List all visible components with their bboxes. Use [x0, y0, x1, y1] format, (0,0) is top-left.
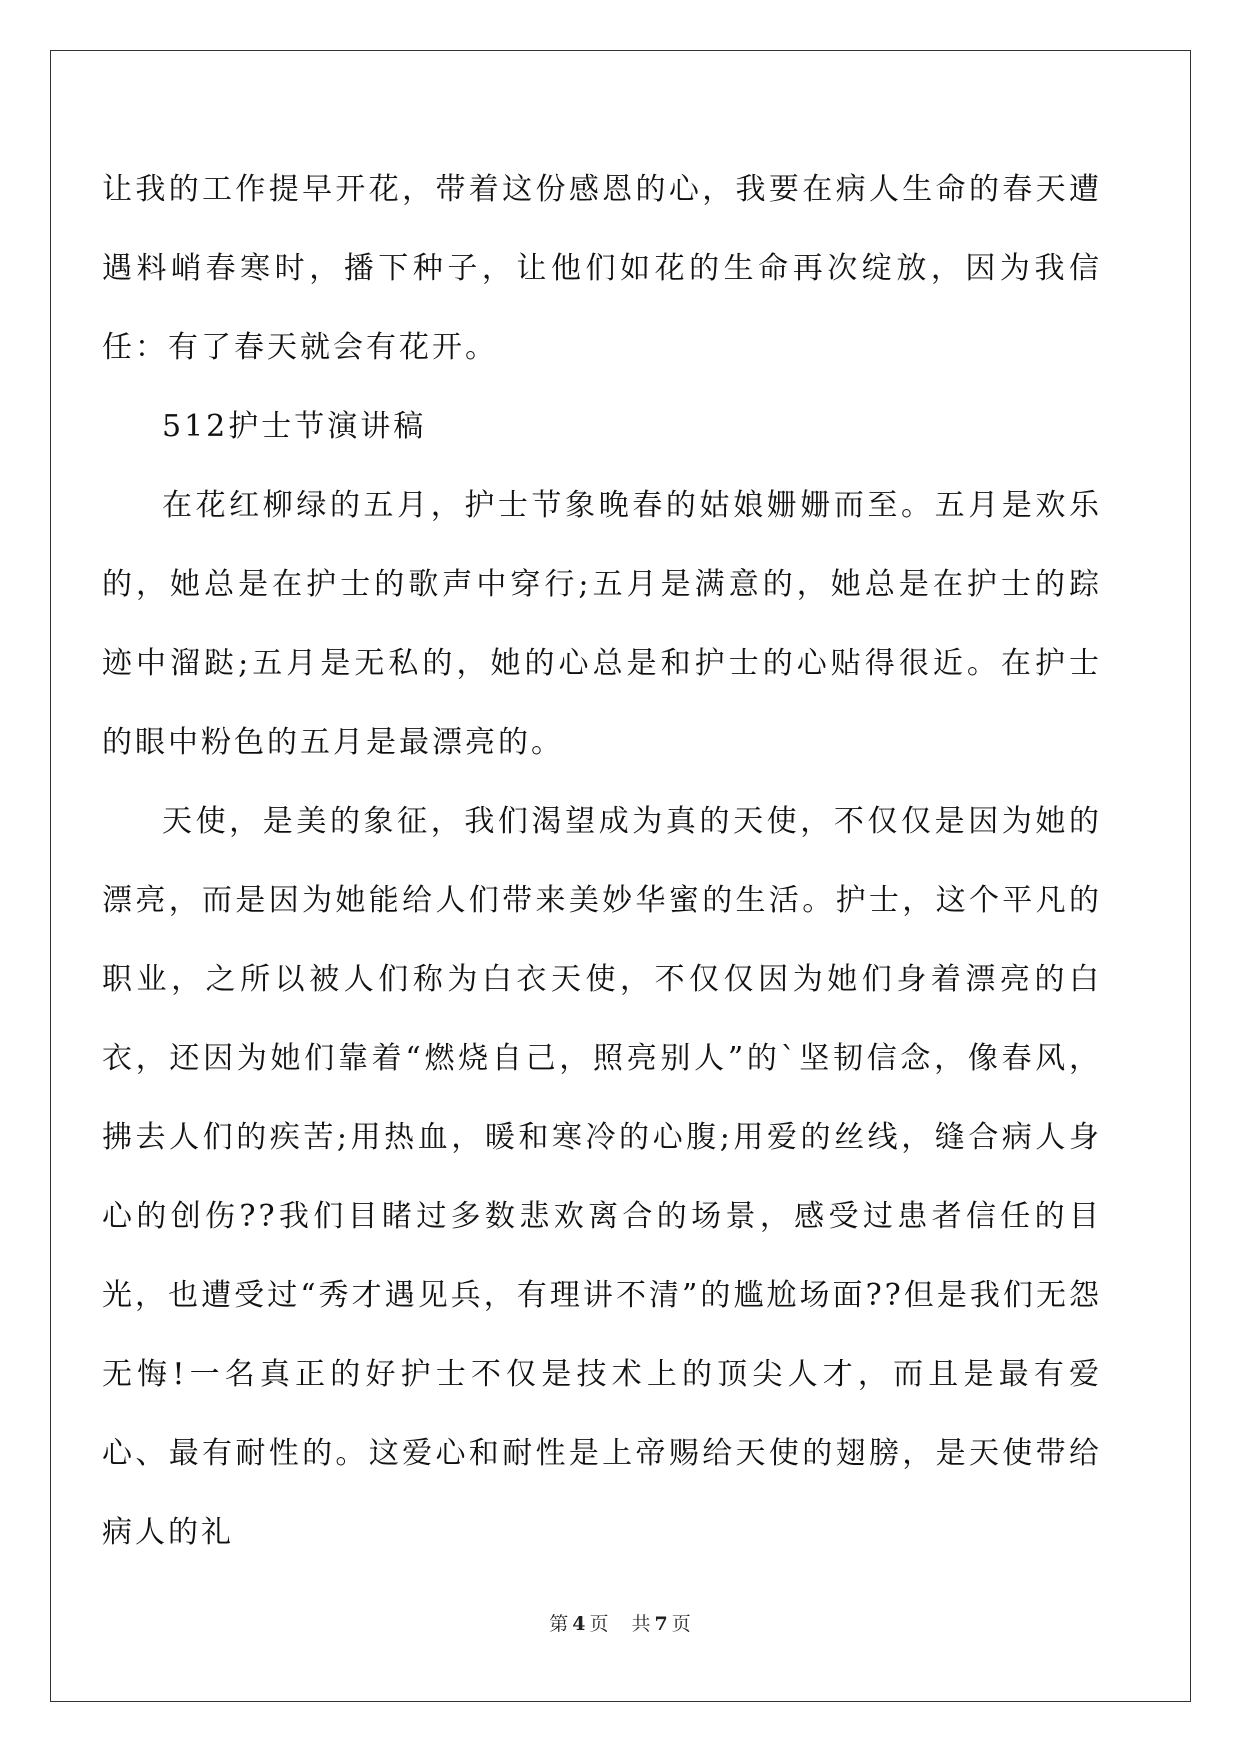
- page-prefix: 第: [549, 1613, 570, 1635]
- document-body: [102, 150, 1102, 1572]
- total-prefix: 共: [631, 1613, 652, 1635]
- section-title: 512护士节演讲稿: [162, 409, 427, 444]
- paragraph-2: 在花红柳绿的五月，护士节象晚春的姑娘姗姗而至。五月是欢乐的，她总是在护士的歌声中穿行;五月是满意的，她总是在护士的踪迹中溜跶;五月是无私的，她的心总是和护士的心贴得很近。在护士的眼中粉色的五月是最漂亮的。: [102, 488, 1102, 760]
- total-page-number: 7: [654, 1613, 669, 1635]
- page-footer: [0, 1609, 1241, 1636]
- current-page-number: 4: [572, 1613, 587, 1635]
- total-suffix: 页: [671, 1613, 692, 1635]
- paragraph-1: 让我的工作提早开花，带着这份感恩的心，我要在病人生命的春天遭遇料峭春寒时，播下种子，让他们如花的生命再次绽放，因为我信任：有了春天就会有花开。: [102, 172, 1102, 365]
- paragraph-3: 天使，是美的象征，我们渴望成为真的天使，不仅仅是因为她的漂亮，而是因为她能给人们带来美妙华蜜的生活。护士，这个平凡的职业，之所以被人们称为白衣天使，不仅仅因为她们身着漂亮的白衣，还因为她们靠着“燃烧自己，照亮别人”的`坚韧信念，像春风，拂去人们的疾苦;用热血，暖和寒冷的心腹;用爱的丝线，缝合病人身心的创伤??我们目睹过多数悲欢离合的场景，感受过患者信任的目光，也遭受过“秀才遇见兵，有理讲不清”的尴尬场面??但是我们无怨无悔!一名真正的好护士不仅是技术上的顶尖人才，而且是最有爱心、最有耐性的。这爱心和耐性是上帝赐给天使的翅膀，是天使带给病人的礼: [102, 804, 1102, 1550]
- page-suffix: 页: [589, 1613, 610, 1635]
